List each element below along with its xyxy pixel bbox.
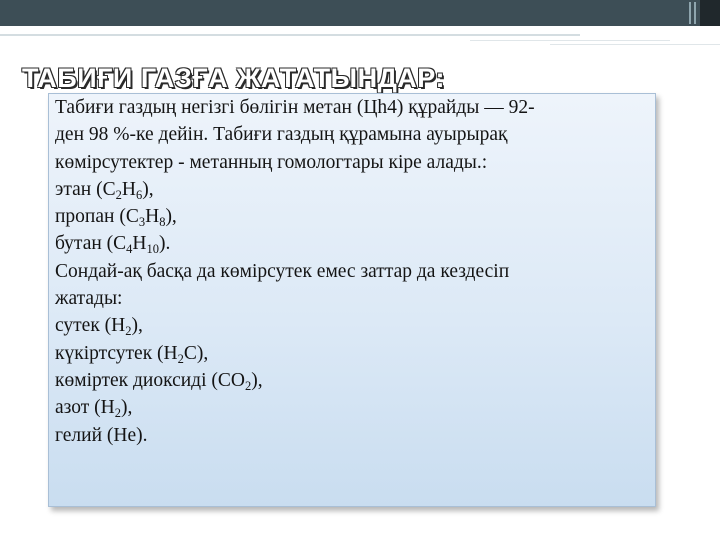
text-line: Табиғи газдың негізгі бөлігін метан (Цh4) құрайды — 92- xyxy=(55,97,535,118)
decorative-line xyxy=(470,40,670,41)
band-dark-block xyxy=(700,0,720,26)
content-box xyxy=(48,93,656,507)
decorative-line xyxy=(0,34,580,36)
text-line: ден 98 %-ке дейін. Табиғи газдың құрамына ауырырақ xyxy=(55,124,508,146)
text-line: жатады: xyxy=(55,288,123,310)
formula-line-hydrogen-sulfide: күкіртсутек $(H_2С)$, xyxy=(55,342,209,366)
formula-line-helium: гелий (He). xyxy=(55,424,148,446)
slide-title: ТАБИҒИ ГАЗҒА ЖАТАТЫНДАР: xyxy=(22,63,445,93)
top-band xyxy=(0,0,720,26)
band-stripe xyxy=(694,2,696,24)
band-stripe xyxy=(689,2,691,24)
decorative-line xyxy=(550,44,720,45)
formula-line-propane: пропан $(C_3H_8)$, xyxy=(55,206,177,230)
formula-line-butane: бутан $(C_4H_{10})$. xyxy=(55,233,171,257)
formula-line-hydrogen: сутек $(H_2)$, xyxy=(55,315,143,339)
text-line: Сондай-ақ басқа да көмірсутек емес заттар да кездесіп xyxy=(55,260,510,282)
formula-line-carbon-dioxide: көміртек диоксиді $(CO_2)$, xyxy=(55,369,263,393)
formula-line-nitrogen: азот $(H_2)$, xyxy=(55,397,133,421)
text-line: көмірсутектер - метанның гомологтары кіре алады.: xyxy=(55,151,488,173)
formula-line-ethane: этан $(C_2H_6)$, xyxy=(55,178,154,202)
